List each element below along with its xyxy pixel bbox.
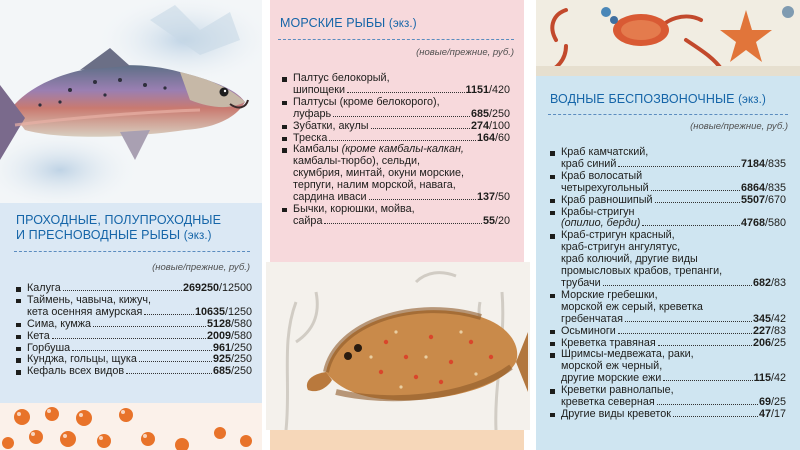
salmon-illustration [0, 0, 262, 203]
section-title [550, 92, 766, 108]
divider [278, 39, 514, 40]
list-item: Другие виды креветок 47/17 [550, 409, 786, 421]
list-item: Таймень, чавыча, кижуч, кета осенняя амурская 10635/1250 [16, 295, 252, 319]
list-item: Треска 164/60 [282, 133, 510, 145]
list-item: Креветка травяная 206/25 [550, 338, 786, 350]
list-item: Палтус белокорый, шипощеки 1151/420 [282, 73, 510, 97]
flounder-illustration [266, 262, 530, 430]
salmon-fish-image [0, 0, 262, 203]
list-item: Краб волосатый четырехугольный 6864/835 [550, 171, 786, 195]
list-item: Кунджа, гольцы, щука 925/250 [16, 354, 252, 366]
divider [548, 114, 788, 115]
price-note: (новые/прежние, руб.) [690, 121, 788, 132]
price-list [282, 73, 510, 228]
list-item: Краб камчатский, краб синий 7184/835 [550, 147, 786, 171]
flounder-fish-image [266, 262, 530, 430]
list-item: Кета 2009/580 [16, 331, 252, 343]
list-item: Креветки равнолапые, креветка северная 69/25 [550, 385, 786, 409]
anadromous-fish-section [0, 203, 262, 403]
marine-fish-section [270, 0, 524, 262]
title-line-2: И ПРЕСНОВОДНЫЕ РЫБЫ [16, 228, 181, 242]
title-line-1: ПРОХОДНЫЕ, ПОЛУПРОХОДНЫЕ [16, 213, 222, 227]
bottom-strip [270, 430, 524, 450]
list-item: Камбалы (кроме камбалы-калкан, камбалы-тюрбо), сельди, скумбрия, минтай, окуни морские, терпуги, налим морской, навага, сардина иваси 137/50 [282, 144, 510, 204]
divider [14, 251, 250, 252]
list-item: Краб-стригун красный, краб-стригун ангулятус, краб колючий, другие виды промысловых крабов, трепанги, трубачи 682/83 [550, 230, 786, 290]
title-text: ВОДНЫЕ БЕСПОЗВОНОЧНЫЕ [550, 92, 735, 106]
price-note: (новые/прежние, руб.) [152, 262, 250, 273]
crab-starfish-image [536, 0, 800, 76]
section-title [16, 213, 221, 244]
price-list [16, 283, 252, 378]
section-title [280, 16, 417, 32]
list-item: Палтусы (кроме белокорого), луфарь 685/250 [282, 97, 510, 121]
invertebrates-section [536, 76, 800, 450]
list-item: Калуга 269250/12500 [16, 283, 252, 295]
price-list [550, 147, 786, 421]
list-item: Горбуша 961/250 [16, 343, 252, 355]
list-item: Осьминоги 227/83 [550, 326, 786, 338]
crab-illustration [536, 0, 800, 76]
unit-label: (экз.) [183, 230, 212, 242]
unit-label: (экз.) [738, 94, 766, 106]
list-item: Морские гребешки, морской еж серый, креветка гребенчатая 345/42 [550, 290, 786, 326]
caviar-image [0, 403, 262, 450]
title-text: МОРСКИЕ РЫБЫ [280, 16, 386, 30]
list-item: Кефаль всех видов 685/250 [16, 366, 252, 378]
list-item: Крабы-стригун (опилио, берди) 4768/580 [550, 207, 786, 231]
list-item: Сима, кумжа 5128/580 [16, 319, 252, 331]
list-item: Краб равношипый 5507/670 [550, 195, 786, 207]
caviar-illustration [0, 403, 262, 450]
unit-label: (экз.) [388, 18, 417, 30]
price-note: (новые/прежние, руб.) [416, 47, 514, 58]
list-item: Шримсы-медвежата, раки, морской еж черный, другие морские ежи 115/42 [550, 349, 786, 385]
list-item: Бычки, корюшки, мойва, сайра 55/20 [282, 204, 510, 228]
list-item: Зубатки, акулы 274/100 [282, 121, 510, 133]
